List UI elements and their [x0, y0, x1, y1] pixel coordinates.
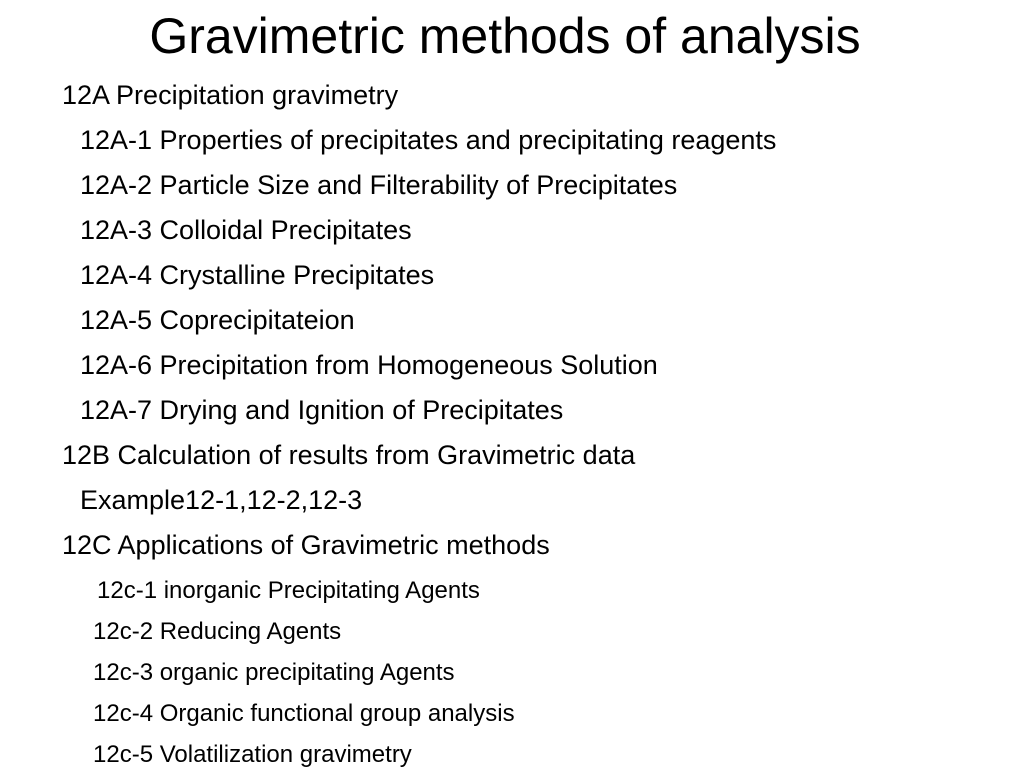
outline-section-12a: 12A Precipitation gravimetry: [62, 80, 399, 110]
outline-item-12a-4: 12A-4 Crystalline Precipitates: [80, 260, 435, 290]
outline-item-12a-1: 12A-1 Properties of precipitates and precipitating reagents: [80, 125, 777, 155]
outline-item-12a-5: 12A-5 Coprecipitateion: [80, 305, 355, 335]
outline-item-12a-2: 12A-2 Particle Size and Filterability of Precipitates: [80, 170, 678, 200]
outline-item-12c-5: 12c-5 Volatilization gravimetry: [93, 741, 412, 768]
outline-item-12a-7: 12A-7 Drying and Ignition of Precipitates: [80, 395, 564, 425]
outline-section-12c: 12C Applications of Gravimetric methods: [62, 530, 550, 560]
outline-item-12a-6: 12A-6 Precipitation from Homogeneous Solution: [80, 350, 658, 380]
outline-item-example: Example12-1,12-2,12-3: [80, 485, 363, 515]
outline-item-12c-3: 12c-3 organic precipitating Agents: [93, 659, 455, 686]
outline-item-12a-3: 12A-3 Colloidal Precipitates: [80, 215, 412, 245]
outline-section-12b: 12B Calculation of results from Gravimetric data: [62, 440, 636, 470]
outline-item-12c-2: 12c-2 Reducing Agents: [93, 618, 342, 645]
slide-title: Gravimetric methods of analysis: [149, 8, 861, 64]
outline-item-12c-1: 12c-1 inorganic Precipitating Agents: [97, 577, 480, 604]
outline-item-12c-4: 12c-4 Organic functional group analysis: [93, 700, 515, 727]
